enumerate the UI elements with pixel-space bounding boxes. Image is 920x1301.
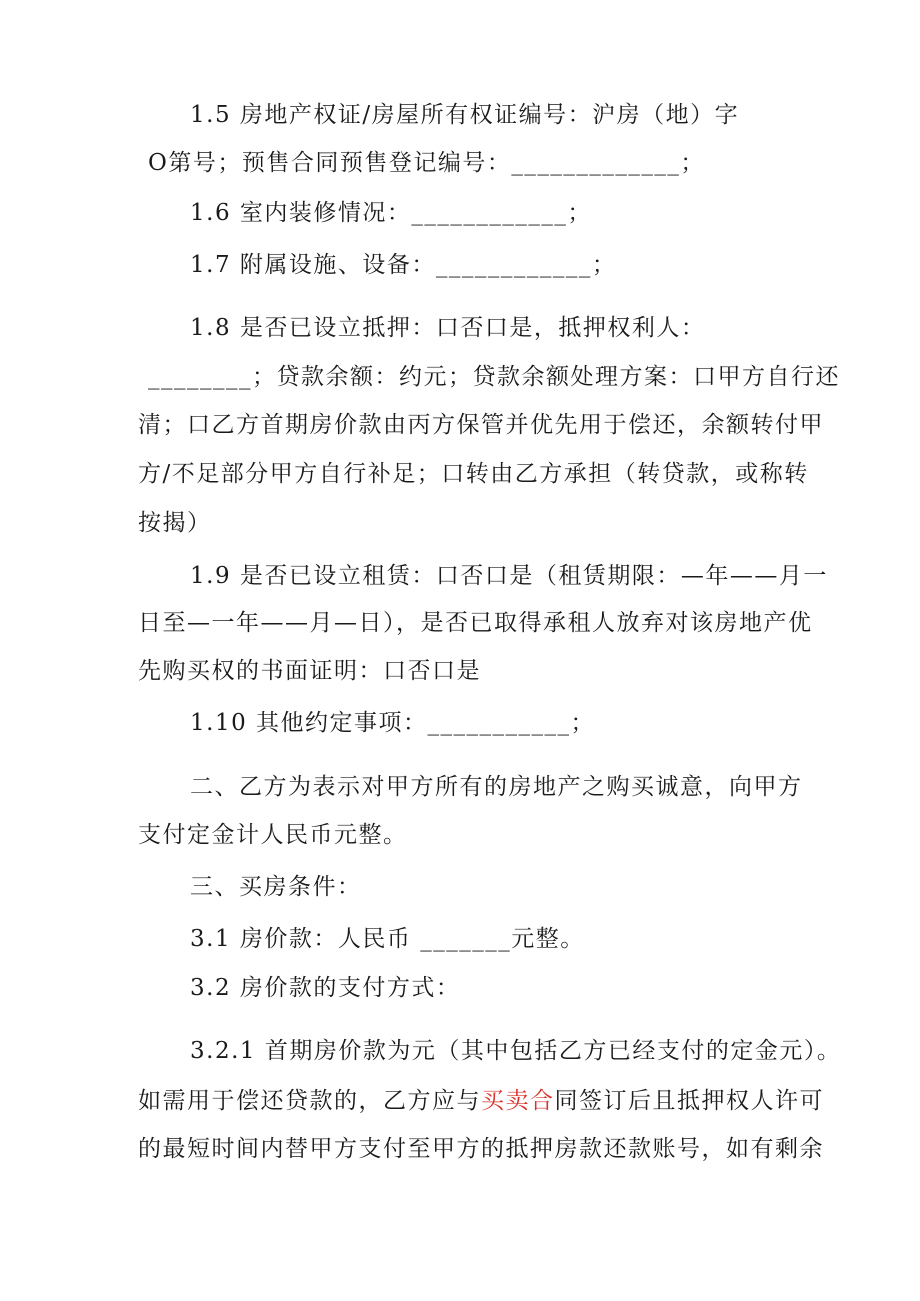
section-2-line-2: 支付定金计人民币元整。 [138, 822, 408, 848]
clause-1-9-line-1: 1.9 是否已设立租赁：口否口是（租赁期限：—年——月一 [190, 563, 828, 589]
clause-1-9-line-2: 日至—一年——月—日），是否已取得承租人放弃对该房地产优 [138, 610, 813, 636]
clause-1-8-line-2: ________；贷款余额：约元；贷款余额处理方案：口甲方自行还 [148, 364, 840, 390]
clause-1-7: 1.7 附属设施、设备：____________； [190, 252, 617, 278]
clause-1-9-line-3: 先购买权的书面证明：口否口是 [138, 658, 481, 684]
clause-1-5-line-2: O第号；预售合同预售登记编号：_____________； [148, 150, 705, 176]
section-3-heading: 三、买房条件： [190, 874, 362, 900]
clause-3-2-1-line-3: 的最短时间内替甲方支付至甲方的抵押房款还款账号，如有剩余 [138, 1136, 824, 1162]
clause-3-1: 3.1 房价款：人民币 _______元整。 [190, 926, 585, 952]
section-2-line-1: 二、乙方为表示对甲方所有的房地产之购买诚意，向甲方 [190, 774, 803, 800]
clause-3-2-1-line-2 [138, 1086, 824, 1116]
clause-1-6: 1.6 室内装修情况：____________； [190, 200, 592, 226]
line-text-pre: 如需用于偿还贷款的，乙方应与 [138, 1088, 481, 1114]
clause-1-10: 1.10 其他约定事项：___________； [190, 710, 596, 736]
clause-1-5-line-1: 1.5 房地产权证/房屋所有权证编号：沪房（地）字 [190, 102, 740, 128]
clause-1-8-line-5: 按揭） [138, 510, 212, 536]
clause-3-2: 3.2 房价款的支付方式： [190, 975, 461, 1001]
highlighted-term: 买卖合 [481, 1088, 555, 1114]
clause-1-8-line-1: 1.8 是否已设立抵押：口否口是，抵押权利人： [190, 315, 706, 341]
line-text-post: 同签订后且抵押权人许可 [554, 1088, 824, 1114]
clause-3-2-1-line-1: 3.2.1 首期房价款为元（其中包括乙方已经支付的定金元）。 [190, 1038, 842, 1064]
clause-1-8-line-3: 清；口乙方首期房价款由丙方保管并优先用于偿还，余额转付甲 [138, 412, 824, 438]
clause-1-8-line-4: 方/不足部分甲方自行补足；口转由乙方承担（转贷款，或称转 [138, 461, 809, 487]
